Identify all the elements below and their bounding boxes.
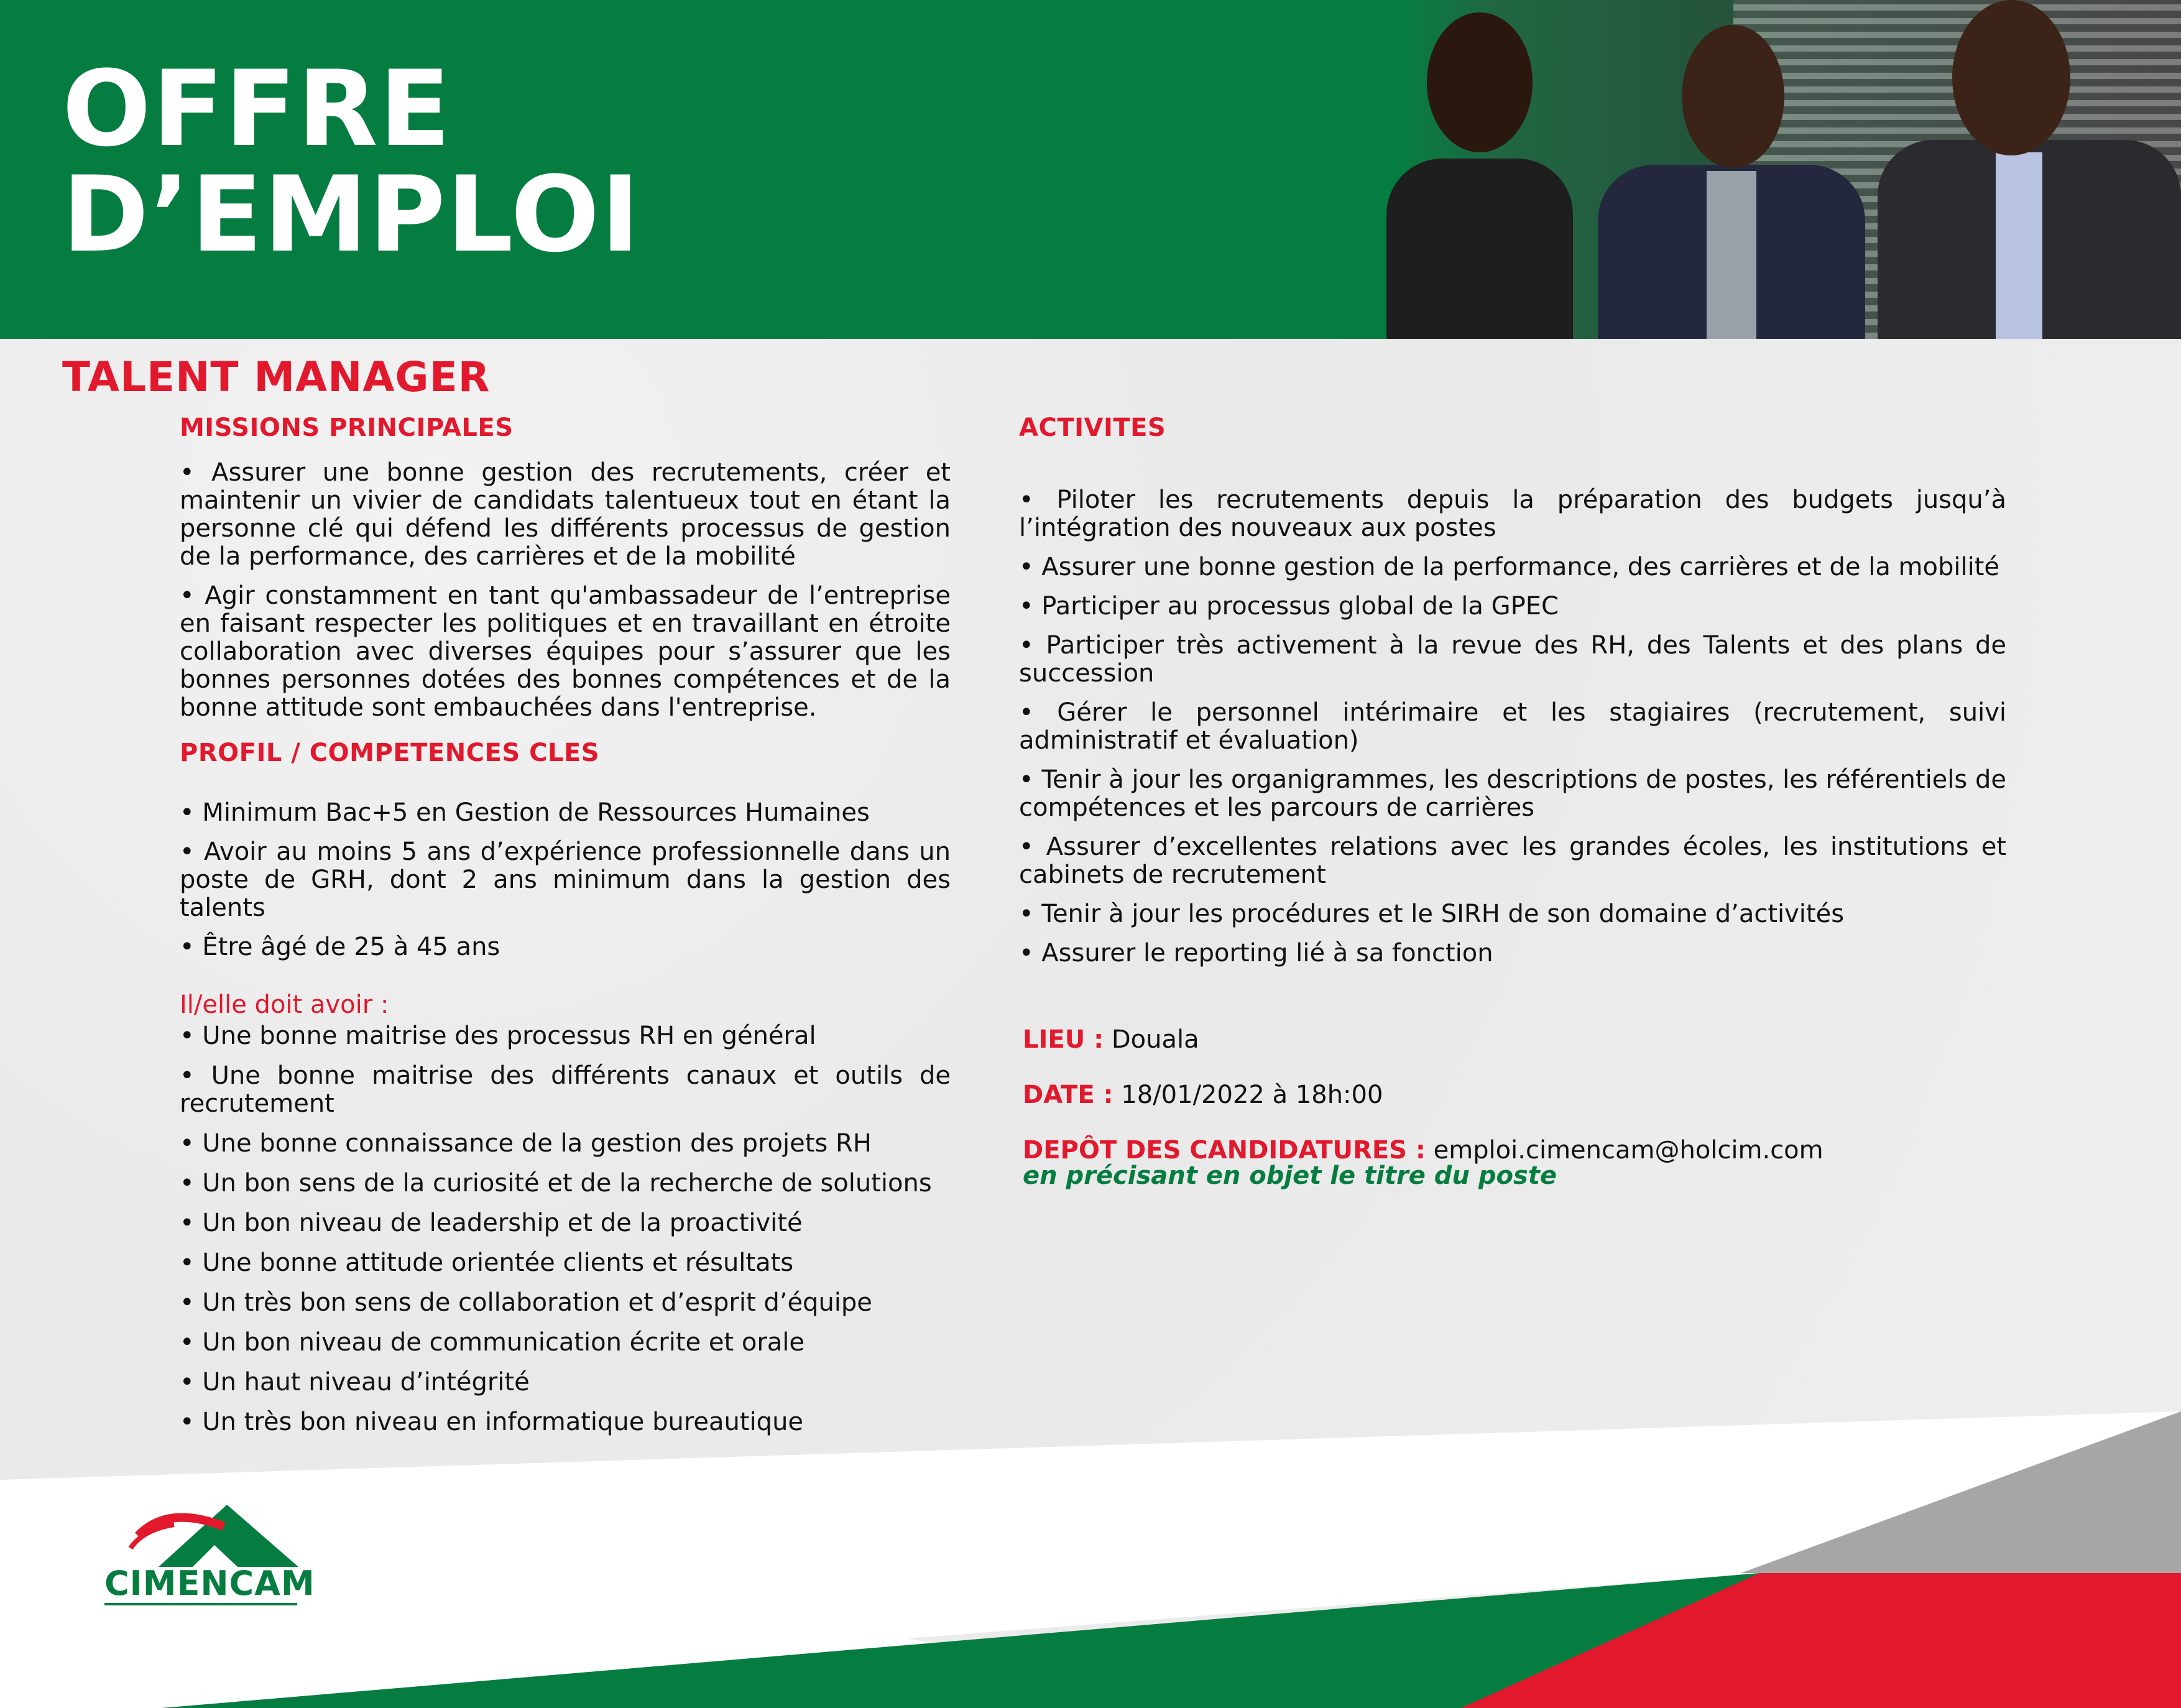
application-line bbox=[1023, 1137, 1824, 1165]
location-value: Douala bbox=[1104, 1025, 1199, 1054]
location-line bbox=[1023, 1026, 1199, 1054]
must-have-heading: Il/elle doit avoir : bbox=[180, 990, 389, 1019]
must-have-item: • Un très bon niveau en informatique bureautique bbox=[180, 1408, 804, 1436]
activity-item: • Gérer le personnel intérimaire et les stagiaires (recrutement, suivi administratif et évaluation) bbox=[1019, 698, 2006, 755]
must-have-item: • Un bon niveau de communication écrite et orale bbox=[180, 1328, 805, 1357]
date-value: 18/01/2022 à 18h:00 bbox=[1113, 1081, 1383, 1109]
must-have-item: • Un haut niveau d’intégrité bbox=[180, 1368, 530, 1396]
logo-text: CIMENCAM bbox=[104, 1564, 315, 1603]
must-have-item: • Un très bon sens de collaboration et d’esprit d’équipe bbox=[180, 1288, 872, 1317]
header-photo bbox=[1275, 0, 2181, 339]
job-title: TALENT MANAGER bbox=[62, 353, 491, 401]
footer-decoration bbox=[0, 1399, 2181, 1708]
must-have-item: • Une bonne maitrise des différents canaux et outils de recrutement bbox=[180, 1061, 951, 1118]
profile-item: • Avoir au moins 5 ans d’expérience professionnelle dans un poste de GRH, dont 2 ans minimum dans la gestion des talents bbox=[180, 838, 951, 922]
activity-item: • Assurer le reporting lié à sa fonction bbox=[1019, 939, 1493, 967]
activity-item: • Participer très activement à la revue des RH, des Talents et des plans de succession bbox=[1019, 631, 2006, 688]
must-have-item: • Une bonne maitrise des processus RH en général bbox=[180, 1022, 816, 1050]
page-title bbox=[62, 48, 641, 275]
must-have-item: • Un bon sens de la curiosité et de la recherche de solutions bbox=[180, 1169, 932, 1198]
activity-item: • Assurer d’excellentes relations avec les grandes écoles, les institutions et cabinets de recrutement bbox=[1019, 833, 2006, 889]
location-label: LIEU : bbox=[1023, 1025, 1104, 1054]
activity-item: • Piloter les recrutements depuis la préparation des budgets jusqu’à l’intégration des nouveaux aux postes bbox=[1019, 486, 2006, 542]
left-column bbox=[180, 410, 951, 1448]
profile-heading: PROFIL / COMPETENCES CLES bbox=[180, 739, 600, 767]
application-email[interactable]: emploi.cimencam@holcim.com bbox=[1425, 1136, 1824, 1165]
must-have-item: • Un bon niveau de leadership et de la proactivité bbox=[180, 1209, 803, 1237]
mission-item: • Assurer une bonne gestion des recrutements, créer et maintenir un vivier de candidats talentueux tout en étant la personne clé qui défend les différents processus de gestion de la performance, des carrières et de la mobilité bbox=[180, 458, 951, 571]
application-note: en précisant en objet le titre du poste bbox=[1023, 1161, 1557, 1190]
right-column bbox=[1019, 410, 2006, 979]
mission-item: • Agir constamment en tant qu'ambassadeur de l’entreprise en faisant respecter les politiques et en travaillant en étroite collaboration avec diverses équipes pour s’assurer que les bonnes personnes dotées des bonnes compétences et de la bonne attitude sont embauchées dans l'entreprise. bbox=[180, 581, 951, 722]
activity-item: • Participer au processus global de la GPEC bbox=[1019, 592, 1559, 621]
profile-item: • Minimum Bac+5 en Gestion de Ressources Humaines bbox=[180, 798, 870, 827]
must-have-item: • Une bonne connaissance de la gestion des projets RH bbox=[180, 1129, 872, 1158]
date-line bbox=[1023, 1081, 1383, 1109]
activity-item: • Tenir à jour les procédures et le SIRH de son domaine d’activités bbox=[1019, 900, 1845, 928]
header-banner bbox=[0, 0, 2181, 339]
date-label: DATE : bbox=[1023, 1081, 1114, 1109]
application-label: DEPÔT DES CANDIDATURES : bbox=[1023, 1136, 1426, 1165]
must-have-item: • Une bonne attitude orientée clients et résultats bbox=[180, 1249, 794, 1277]
person-man-center bbox=[1585, 0, 1878, 339]
title-line-1: OFFRE bbox=[62, 48, 452, 170]
activities-heading: ACTIVITES bbox=[1019, 413, 1166, 442]
activity-item: • Assurer une bonne gestion de la performance, des carrières et de la mobilité bbox=[1019, 553, 2000, 581]
person-woman bbox=[1374, 0, 1585, 339]
activity-item: • Tenir à jour les organigrammes, les descriptions de postes, les référentiels de compétences et les parcours de carrières bbox=[1019, 765, 2006, 822]
title-line-2: D’EMPLOI bbox=[62, 154, 641, 275]
missions-heading: MISSIONS PRINCIPALES bbox=[180, 413, 514, 442]
person-man-right bbox=[1878, 0, 2181, 339]
profile-item: • Être âgé de 25 à 45 ans bbox=[180, 933, 500, 961]
